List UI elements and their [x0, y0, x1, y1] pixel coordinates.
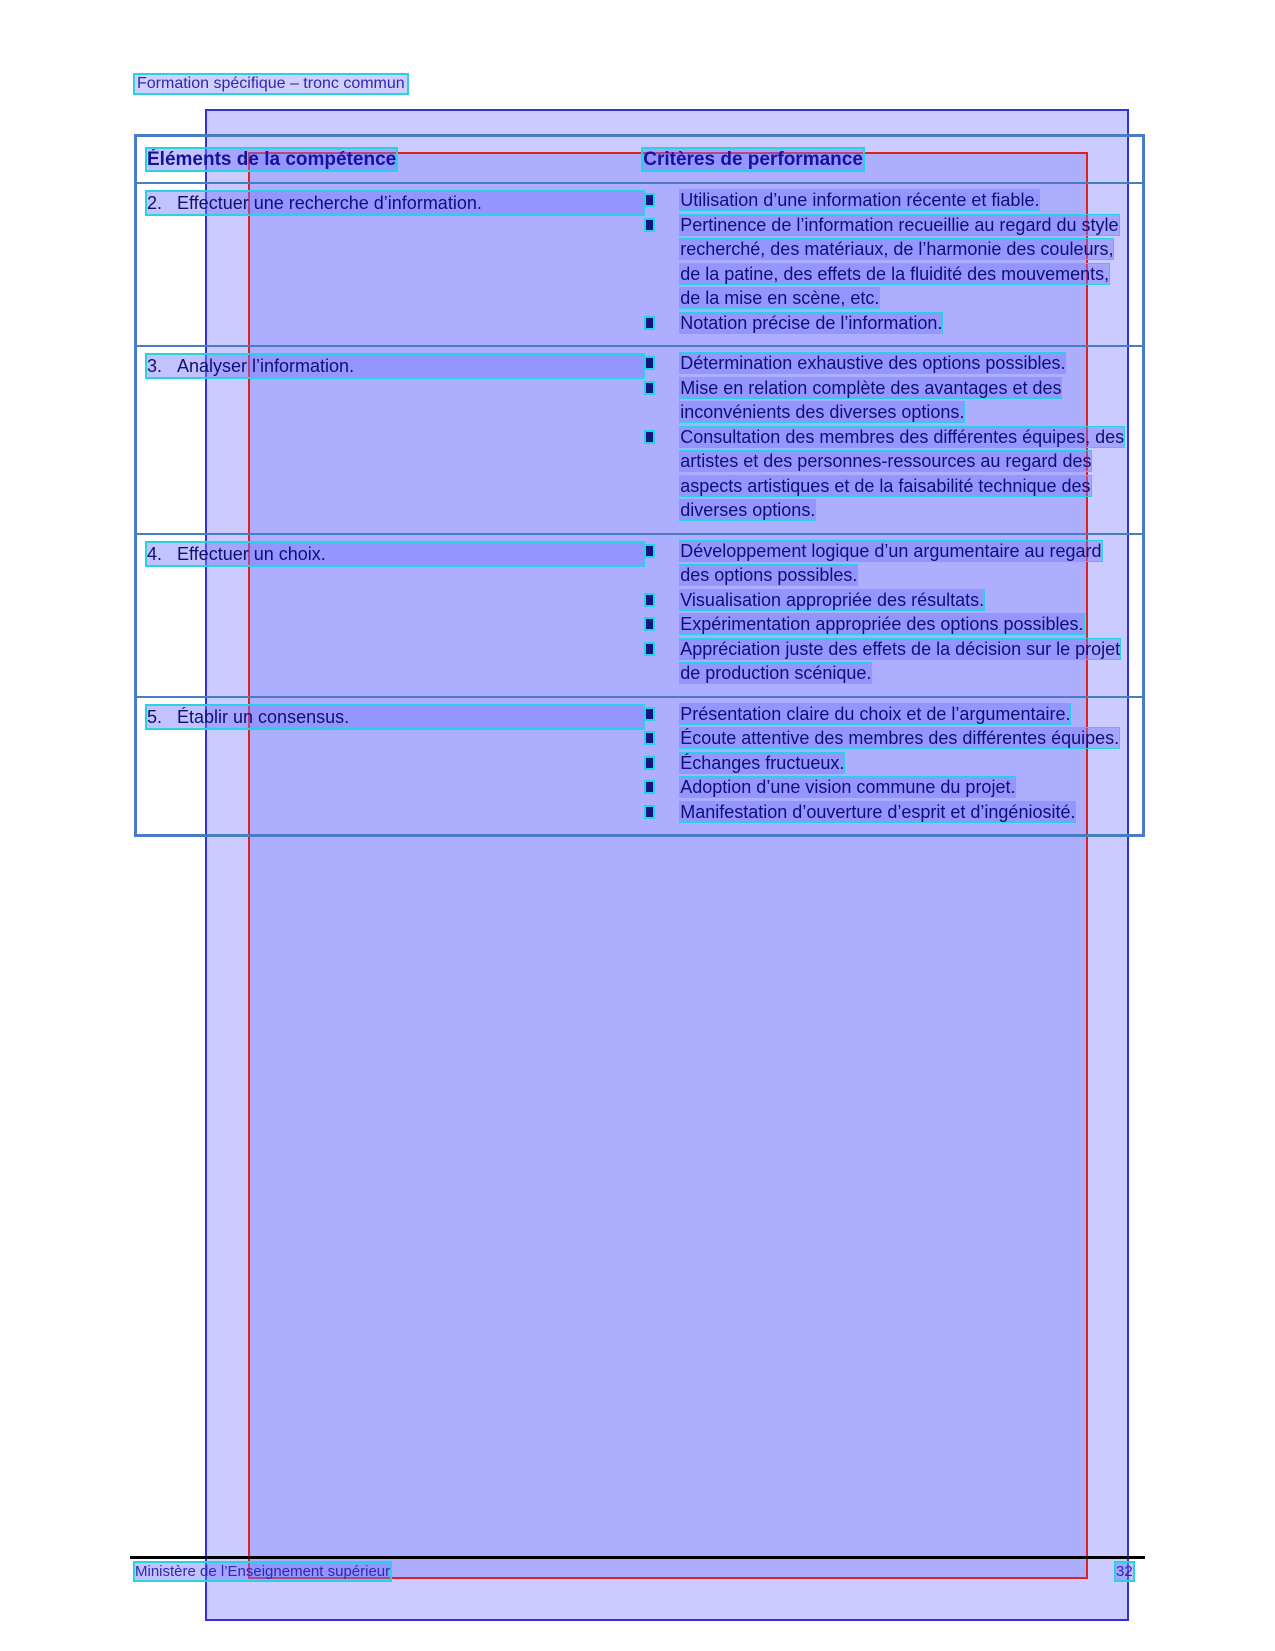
criteria-cell: [643, 534, 1143, 697]
criteria-item: [643, 213, 1142, 311]
criteria-list: [643, 539, 1142, 686]
header-criteria-cell: [643, 136, 1143, 184]
bullet-icon: [646, 383, 653, 393]
bullet-icon: [646, 619, 653, 629]
table-row: [136, 534, 1144, 697]
criteria-text: Pertinence de l’information recueillie au regard du style recherché, des matériaux, de l’harmonie des couleurs, de la patine, des effets de la fluidité des mouvements, de la mise en scène, etc.: [680, 214, 1119, 308]
table-header-row: [136, 136, 1144, 184]
element-item: [147, 543, 643, 565]
criteria-text: Développement logique d’un argumentaire au regard des options possibles.: [680, 540, 1102, 585]
criteria-item: [643, 311, 1142, 336]
footer-page-number: 32: [1116, 1563, 1133, 1580]
criteria-item: [643, 376, 1142, 425]
criteria-list: [643, 702, 1142, 825]
header-elements: Éléments de la compétence: [147, 148, 397, 170]
criteria-item: [643, 188, 1142, 213]
criteria-item: [643, 588, 1142, 613]
bullet-icon: [646, 432, 653, 442]
element-number: 3.: [147, 356, 163, 376]
criteria-cell: [643, 697, 1143, 836]
criteria-text: Notation précise de l’information.: [680, 312, 943, 333]
criteria-cell: [643, 346, 1143, 534]
running-header: Formation spécifique – tronc commun: [137, 75, 405, 92]
criteria-item: [643, 637, 1142, 686]
element-cell: [136, 183, 644, 346]
criteria-text: Échanges fructueux.: [680, 752, 845, 773]
element-item: [147, 355, 643, 377]
criteria-cell: [643, 183, 1143, 346]
criteria-item: [643, 726, 1142, 751]
table-row: [136, 183, 1144, 346]
table-row: [136, 346, 1144, 534]
table-row: [136, 697, 1144, 836]
criteria-item: [643, 800, 1142, 825]
element-text: Effectuer un choix.: [177, 543, 326, 564]
element-text: Effectuer une recherche d’information.: [177, 193, 482, 213]
element-cell: [136, 697, 644, 836]
criteria-text: Adoption d’une vision commune du projet.: [680, 777, 1016, 797]
element-text: Établir un consensus.: [177, 706, 350, 727]
element-number: 4.: [147, 543, 163, 564]
criteria-text: Consultation des membres des différentes équipes, des artistes et des personnes-ressources au regard des aspects artistiques et de la faisabilité technique des diverses options.: [680, 426, 1125, 520]
footer-ministry: Ministère de l’Enseignement supérieur: [135, 1563, 391, 1580]
criteria-text: Visualisation appropriée des résultats.: [680, 589, 985, 610]
element-text: Analyser l’information.: [177, 356, 355, 376]
bullet-icon: [646, 318, 653, 328]
competence-table: [134, 134, 1145, 837]
bullet-icon: [646, 595, 653, 605]
bullet-icon: [646, 195, 653, 205]
bullet-icon: [646, 546, 653, 556]
criteria-list: [643, 351, 1142, 523]
criteria-text: Appréciation juste des effets de la décision sur le projet de production scénique.: [680, 638, 1121, 683]
bullet-icon: [646, 220, 653, 230]
criteria-item: [643, 612, 1142, 637]
criteria-text: Mise en relation complète des avantages et des inconvénients des diverses options.: [680, 377, 1062, 422]
element-item: [147, 192, 643, 214]
element-cell: [136, 346, 644, 534]
element-number: 5.: [147, 706, 163, 727]
header-criteria: Critères de performance: [643, 148, 863, 170]
footer-rule: [130, 1556, 1145, 1559]
criteria-text: Expérimentation appropriée des options possibles.: [680, 614, 1084, 634]
criteria-item: [643, 751, 1142, 776]
bullet-icon: [646, 644, 653, 654]
criteria-text: Détermination exhaustive des options possibles.: [680, 353, 1066, 373]
criteria-text: Manifestation d’ouverture d’esprit et d’ingéniosité.: [680, 801, 1076, 822]
bullet-icon: [646, 733, 653, 743]
criteria-text: Écoute attentive des membres des différentes équipes.: [680, 728, 1120, 748]
criteria-text: Présentation claire du choix et de l’argumentaire.: [680, 703, 1071, 724]
criteria-item: [643, 425, 1142, 523]
bullet-icon: [646, 807, 653, 817]
criteria-item: [643, 775, 1142, 800]
bullet-icon: [646, 782, 653, 792]
criteria-item: [643, 539, 1142, 588]
element-number: 2.: [147, 193, 163, 213]
element-item: [147, 706, 643, 728]
element-cell: [136, 534, 644, 697]
bullet-icon: [646, 358, 653, 368]
criteria-list: [643, 188, 1142, 335]
criteria-item: [643, 351, 1142, 376]
bullet-icon: [646, 709, 653, 719]
criteria-text: Utilisation d’une information récente et fiable.: [680, 190, 1040, 210]
criteria-item: [643, 702, 1142, 727]
bullet-icon: [646, 758, 653, 768]
table-body: [136, 183, 1144, 836]
header-elements-cell: [136, 136, 644, 184]
